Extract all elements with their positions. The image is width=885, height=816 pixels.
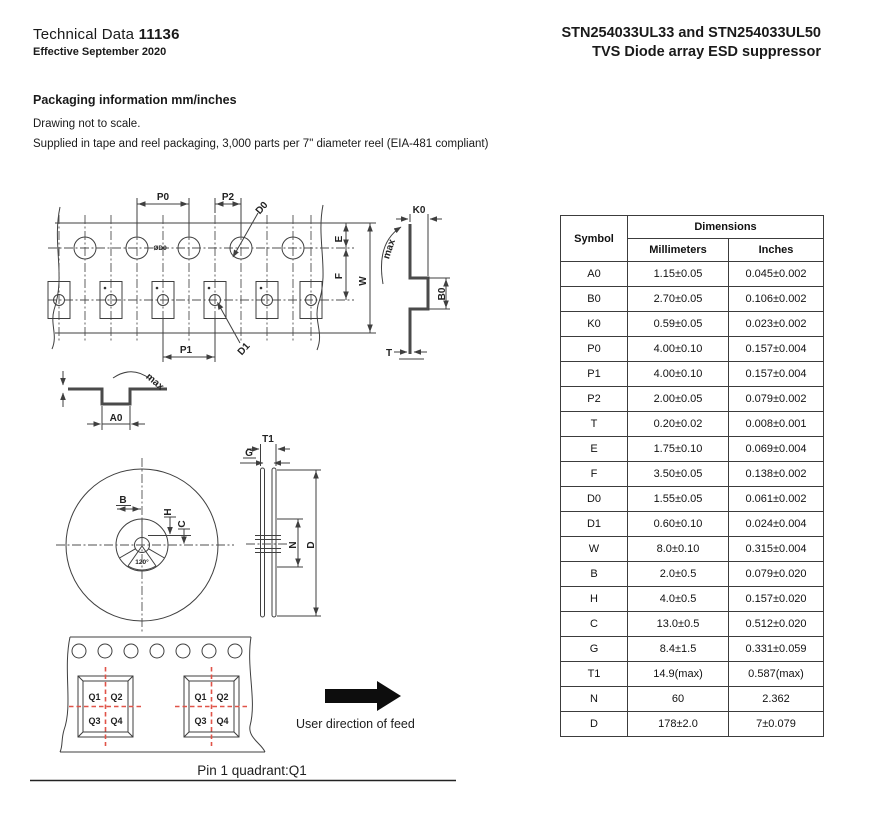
dim-label-d: D bbox=[306, 541, 317, 549]
table-row bbox=[561, 487, 824, 512]
dim-label-hole-dia: ØD0 bbox=[153, 245, 167, 252]
table-row bbox=[561, 712, 824, 737]
cell-inches: 0.315±0.004 bbox=[729, 537, 824, 562]
cell-symbol: C bbox=[561, 612, 628, 637]
cell-inches: 7±0.079 bbox=[729, 712, 824, 737]
cell-symbol: F bbox=[561, 462, 628, 487]
cell-millimeters: 1.75±0.10 bbox=[628, 437, 729, 462]
effective-date: Effective September 2020 bbox=[33, 46, 167, 58]
dimensions-table-body bbox=[561, 262, 824, 737]
dim-label-t1: T1 bbox=[262, 434, 274, 445]
feed-tape-drawing bbox=[30, 637, 456, 781]
cell-inches: 0.045±0.002 bbox=[729, 262, 824, 287]
dim-label-d1: D1 bbox=[235, 340, 253, 358]
cell-millimeters: 8.0±0.10 bbox=[628, 537, 729, 562]
scale-note: Drawing not to scale. bbox=[33, 118, 141, 130]
table-row bbox=[561, 262, 824, 287]
table-row bbox=[561, 312, 824, 337]
quadrant-q2-label: Q2 bbox=[216, 692, 229, 702]
dim-label-t: T bbox=[385, 348, 393, 359]
cell-millimeters: 13.0±0.5 bbox=[628, 612, 729, 637]
table-row bbox=[561, 337, 824, 362]
table-row bbox=[561, 537, 824, 562]
table-row bbox=[561, 387, 824, 412]
cell-millimeters: 2.00±0.05 bbox=[628, 387, 729, 412]
table-row bbox=[561, 437, 824, 462]
quadrant-q1-label: Q1 bbox=[194, 692, 207, 702]
dim-label-g: G bbox=[245, 448, 253, 459]
dim-label-p0: P0 bbox=[156, 192, 170, 203]
package-2 bbox=[175, 667, 248, 746]
table-row bbox=[561, 462, 824, 487]
table-row bbox=[561, 562, 824, 587]
cell-symbol: W bbox=[561, 537, 628, 562]
column-header-millimeters: Millimeters bbox=[628, 239, 729, 262]
cell-symbol: P0 bbox=[561, 337, 628, 362]
dim-label-max-pocket: max bbox=[143, 371, 166, 393]
cell-inches: 0.138±0.002 bbox=[729, 462, 824, 487]
cell-symbol: P1 bbox=[561, 362, 628, 387]
cell-inches: 0.061±0.002 bbox=[729, 487, 824, 512]
table-row bbox=[561, 412, 824, 437]
feed-direction-label: User direction of feed bbox=[296, 717, 415, 731]
dim-label-e: E bbox=[334, 235, 345, 243]
dim-label-c: C bbox=[177, 520, 188, 528]
cell-inches: 0.157±0.004 bbox=[729, 362, 824, 387]
cell-symbol: D bbox=[561, 712, 628, 737]
dim-label-b0: B0 bbox=[437, 287, 448, 301]
cell-symbol: H bbox=[561, 587, 628, 612]
cell-inches: 0.331±0.059 bbox=[729, 637, 824, 662]
dim-label-k0: K0 bbox=[412, 205, 426, 216]
doc-type-label: Technical Data bbox=[33, 26, 139, 43]
doc-number: 11136 bbox=[138, 26, 180, 43]
tape-top-view-drawing bbox=[48, 192, 376, 362]
dim-label-n: N bbox=[288, 541, 299, 549]
dim-label-b: B bbox=[119, 495, 127, 506]
cell-inches: 0.008±0.001 bbox=[729, 412, 824, 437]
cell-millimeters: 3.50±0.05 bbox=[628, 462, 729, 487]
tape-centerlines bbox=[59, 215, 311, 341]
dim-label-p2: P2 bbox=[221, 192, 235, 203]
dim-label-w: W bbox=[358, 276, 369, 286]
cell-inches: 0.106±0.002 bbox=[729, 287, 824, 312]
cell-millimeters: 4.00±0.10 bbox=[628, 337, 729, 362]
table-row bbox=[561, 612, 824, 637]
cell-inches: 0.157±0.020 bbox=[729, 587, 824, 612]
table-row bbox=[561, 637, 824, 662]
cell-symbol: K0 bbox=[561, 312, 628, 337]
feed-tape-holes bbox=[72, 644, 242, 658]
column-header-dimensions: Dimensions bbox=[628, 216, 824, 239]
tape-profile-drawing bbox=[381, 205, 450, 359]
reel-front-drawing bbox=[56, 458, 234, 633]
cell-inches: 0.157±0.004 bbox=[729, 337, 824, 362]
cell-inches: 0.512±0.020 bbox=[729, 612, 824, 637]
cell-millimeters: 4.0±0.5 bbox=[628, 587, 729, 612]
cell-millimeters: 14.9(max) bbox=[628, 662, 729, 687]
column-header-symbol: Symbol bbox=[561, 216, 628, 262]
cell-millimeters: 0.60±0.10 bbox=[628, 512, 729, 537]
dim-label-max-profile: max bbox=[381, 238, 398, 261]
cell-inches: 2.362 bbox=[729, 687, 824, 712]
cell-symbol: E bbox=[561, 437, 628, 462]
cell-millimeters: 60 bbox=[628, 687, 729, 712]
cell-symbol: P2 bbox=[561, 387, 628, 412]
dim-label-f: F bbox=[334, 272, 345, 280]
table-row bbox=[561, 687, 824, 712]
quadrant-q2-label: Q2 bbox=[110, 692, 123, 702]
cell-symbol: T1 bbox=[561, 662, 628, 687]
table-row bbox=[561, 362, 824, 387]
reel-side-drawing bbox=[240, 434, 321, 617]
cell-millimeters: 178±2.0 bbox=[628, 712, 729, 737]
cell-millimeters: 0.59±0.05 bbox=[628, 312, 729, 337]
cell-symbol: T bbox=[561, 412, 628, 437]
cell-inches: 0.587(max) bbox=[729, 662, 824, 687]
cell-millimeters: 2.0±0.5 bbox=[628, 562, 729, 587]
cell-millimeters: 1.15±0.05 bbox=[628, 262, 729, 287]
cell-symbol: D1 bbox=[561, 512, 628, 537]
dim-label-angle: 120° bbox=[135, 559, 149, 566]
cell-symbol: D0 bbox=[561, 487, 628, 512]
pocket-section-drawing bbox=[63, 371, 167, 430]
table-row bbox=[561, 662, 824, 687]
cell-symbol: B bbox=[561, 562, 628, 587]
cell-millimeters: 0.20±0.02 bbox=[628, 412, 729, 437]
cell-symbol: B0 bbox=[561, 287, 628, 312]
dim-label-p1: P1 bbox=[179, 345, 193, 356]
section-title: Packaging information mm/inches bbox=[33, 93, 237, 107]
cell-millimeters: 2.70±0.05 bbox=[628, 287, 729, 312]
cell-inches: 0.069±0.004 bbox=[729, 437, 824, 462]
cell-inches: 0.079±0.002 bbox=[729, 387, 824, 412]
quadrant-q4-label: Q4 bbox=[216, 716, 229, 726]
cell-millimeters: 8.4±1.5 bbox=[628, 637, 729, 662]
dim-label-d0: D0 bbox=[253, 199, 271, 217]
pin1-quadrant-note: Pin 1 quadrant:Q1 bbox=[197, 763, 307, 778]
tape-dimensions bbox=[137, 192, 370, 362]
package-1 bbox=[69, 667, 142, 746]
cell-millimeters: 1.55±0.05 bbox=[628, 487, 729, 512]
cell-inches: 0.024±0.004 bbox=[729, 512, 824, 537]
product-names: STN254033UL33 and STN254033UL50 bbox=[561, 25, 821, 41]
product-description: TVS Diode array ESD suppressor bbox=[592, 44, 821, 61]
table-row bbox=[561, 512, 824, 537]
quadrant-q3-label: Q3 bbox=[194, 716, 207, 726]
table-row bbox=[561, 287, 824, 312]
cell-symbol: G bbox=[561, 637, 628, 662]
cell-symbol: A0 bbox=[561, 262, 628, 287]
supply-note: Supplied in tape and reel packaging, 3,000 parts per 7" diameter reel (EIA-481 compliant) bbox=[33, 138, 489, 150]
quadrant-q3-label: Q3 bbox=[88, 716, 101, 726]
dim-label-a0: A0 bbox=[109, 413, 123, 424]
cell-inches: 0.079±0.020 bbox=[729, 562, 824, 587]
cell-inches: 0.023±0.002 bbox=[729, 312, 824, 337]
dim-label-h: H bbox=[163, 508, 174, 516]
cell-symbol: N bbox=[561, 687, 628, 712]
quadrant-q4-label: Q4 bbox=[110, 716, 123, 726]
column-header-inches: Inches bbox=[729, 239, 824, 262]
feed-direction-arrow-icon bbox=[325, 681, 401, 711]
dimensions-table bbox=[560, 215, 824, 737]
cell-millimeters: 4.00±0.10 bbox=[628, 362, 729, 387]
table-row bbox=[561, 587, 824, 612]
quadrant-q1-label: Q1 bbox=[88, 692, 101, 702]
